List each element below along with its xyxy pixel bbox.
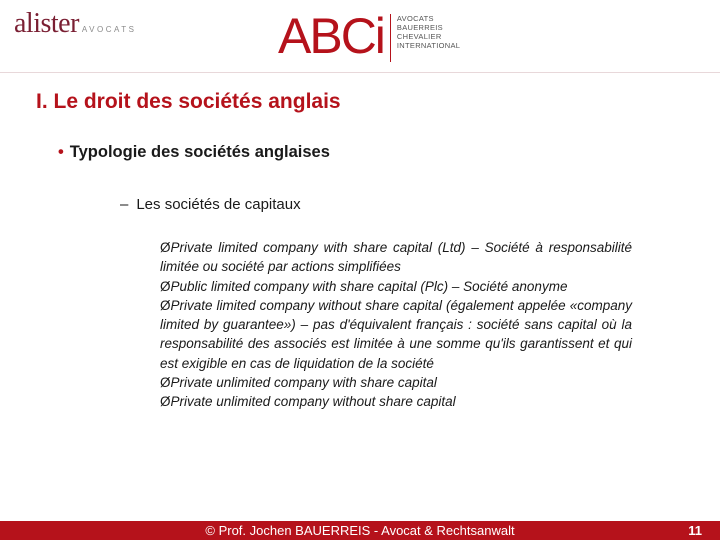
list-item [160,238,632,277]
list-item-text: Public limited company with share capital (Plc) – Société anonyme [170,278,568,294]
arrow-bullet-icon: Ø [160,297,171,313]
list-item [160,296,632,373]
list-item [160,277,632,296]
dash-icon: – [120,196,129,213]
page-number: 11 [688,523,702,538]
list-item-text: Private unlimited company with share capital [170,375,437,391]
abc-logo-letters: ABCi [278,8,384,64]
bullet-icon: • [58,143,64,161]
list-item-text: Private limited company with share capital (Ltd) – Société à responsabilité limitée ou société par actions simplifiées [160,240,632,275]
level1-text: Typologie des sociétés anglaises [69,143,330,161]
abc-logo-name: INTERNATIONAL [396,41,461,50]
level2-bullet-item [120,196,301,213]
company-type-list [160,238,632,412]
list-item [160,392,632,411]
alister-logo-subtitle: AVOCATS [81,25,137,34]
alister-logo [14,8,136,40]
arrow-bullet-icon: Ø [160,375,171,391]
abc-logo-name: CHEVALIER [396,32,442,41]
list-item [160,373,632,392]
arrow-bullet-icon: Ø [160,278,171,294]
abc-logo-name: AVOCATS [396,14,434,23]
abc-logo-divider [390,14,391,62]
header-divider [0,72,720,73]
level2-text: Les sociétés de capitaux [136,196,301,213]
abc-logo-name: BAUERREIS [396,23,443,32]
arrow-bullet-icon: Ø [160,240,171,255]
abc-logo [278,10,460,62]
level1-bullet-item [58,143,330,162]
footer-copyright: © Prof. Jochen BAUERREIS - Avocat & Rechtsanwalt [205,523,515,538]
list-item-text: Private limited company without share capital (également appelée «company limited by guarantee») – pas d'équivalent français : société sans capital où la responsabilité des associés est limitée à une somme qu'ils garantissent et qui est exigible en cas de liquidation de la société [160,297,632,371]
arrow-bullet-icon: Ø [160,394,171,410]
footer-bar [0,521,720,540]
slide-title: I. Le droit des sociétés anglais [36,90,341,113]
abc-logo-names [397,14,460,50]
list-item-text: Private unlimited company without share capital [170,394,456,410]
alister-logo-word: alister [14,8,79,39]
